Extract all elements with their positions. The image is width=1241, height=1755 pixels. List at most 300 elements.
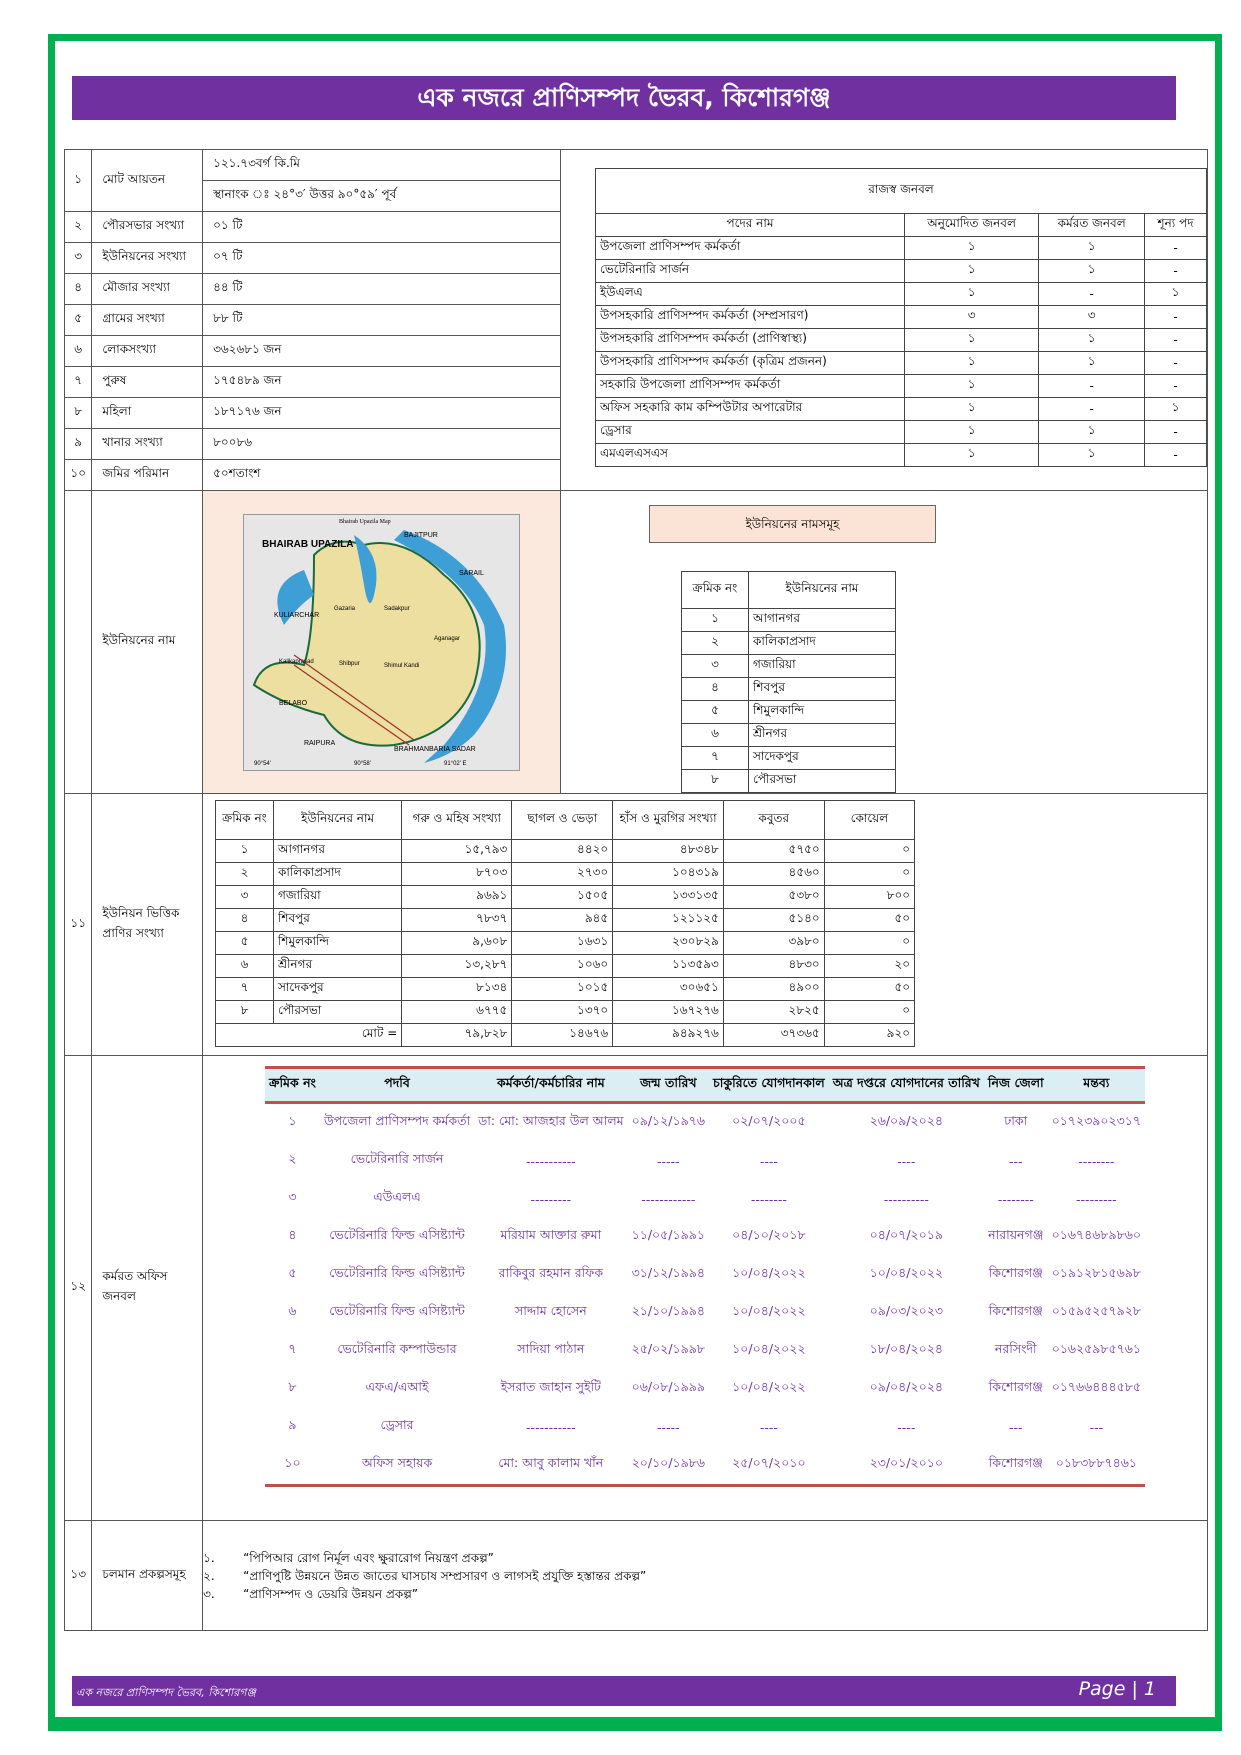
map-place: Sadakpur: [384, 605, 410, 612]
manpower-post: অফিস সহকারি কাম কম্পিউটার অপারেটার: [596, 398, 905, 421]
map-place: Shibpur: [339, 660, 360, 667]
row-sn: ১০: [65, 460, 92, 491]
footer: [72, 1676, 1176, 1706]
animal-count: ৩০৬৫১: [613, 978, 724, 1001]
staff-office-join-date: ১৮/০৪/২০২৪: [869, 1341, 943, 1356]
total-value: ৩৭৩৬৫: [723, 1024, 824, 1047]
row-value: স্থানাংক ঃ ২৪°৩′ উত্তর ৯০°৫৯′ পূর্ব: [203, 181, 561, 212]
manpower-post: ড্রেসার: [596, 421, 905, 444]
staff-header: চাকুরিতে যোগদানকাল: [709, 1068, 829, 1103]
animal-count: ৬৭৭৫: [402, 1001, 512, 1024]
staff-phone: ০১৬২৫৯৮৫৭৬১: [1051, 1341, 1141, 1356]
animals-row: [216, 932, 915, 955]
union-sn: ২: [682, 632, 749, 655]
union-list-row: [682, 747, 896, 770]
staff-dob: ------------: [641, 1191, 696, 1207]
manpower-row: [596, 421, 1207, 444]
animal-count: ১০১৫: [512, 978, 613, 1001]
footer-text: এক নজরে প্রাণিসম্পদ ভৈরব, কিশোরগঞ্জ: [76, 1686, 256, 1699]
map-place: RAIPURA: [304, 739, 336, 747]
animal-count: ১০৬০: [512, 955, 613, 978]
row-label: পুরুষ: [92, 367, 203, 398]
animals-header: কবুতর: [723, 801, 824, 840]
animals-header: ইউনিয়নের নাম: [273, 801, 401, 840]
page-title: এক নজরে প্রাণিসম্পদ ভৈরব, কিশোরগঞ্জ: [72, 76, 1176, 120]
total-label: মোট =: [216, 1024, 402, 1047]
manpower-table: [595, 168, 1207, 467]
manpower-count: ১: [1039, 421, 1145, 444]
row-value: ০৭ টি: [203, 243, 561, 274]
staff-district: ---: [1008, 1153, 1023, 1169]
union-list-row: [682, 724, 896, 747]
staff-designation: ভেটেরিনারি ফিল্ড এসিষ্ট্যান্ট: [329, 1265, 465, 1280]
project-text: “পিপিআর রোগ নির্মূল এবং ক্ষুরারোগ নিয়ন্ত্রণ প্রকল্প”: [243, 1550, 494, 1565]
animal-count: ৫৭৫০: [723, 840, 824, 863]
animals-header: হাঁস ও মুরগির সংখ্যা: [613, 801, 724, 840]
union-name: পৌরসভা: [749, 770, 896, 793]
staff-designation: ভেটেরিনারি সার্জন: [350, 1151, 444, 1166]
animal-count: ৫০: [824, 978, 914, 1001]
staff-name: সাদিয়া পাঠান: [517, 1341, 585, 1356]
manpower-count: ১: [1039, 329, 1145, 352]
union-list-row: [682, 609, 896, 632]
staff-row: [265, 1332, 1145, 1370]
map-cell: [203, 491, 561, 794]
animals-label: ইউনিয়ন ভিত্তিক প্রাণির সংখ্যা: [92, 794, 203, 1056]
union-sn: ৬: [682, 724, 749, 747]
row-label: গ্রামের সংখ্যা: [92, 305, 203, 336]
union-name: শ্রীনগর: [749, 724, 896, 747]
animal-count: ৮৭০৩: [402, 863, 512, 886]
staff-header-row: [265, 1068, 1145, 1103]
staff-district: কিশোরগঞ্জ: [988, 1265, 1043, 1280]
manpower-count: ৩: [1039, 306, 1145, 329]
union-name: সাদেকপুর: [273, 978, 401, 1001]
staff-designation: ভেটেরিনারি কম্পাউন্ডার: [337, 1341, 457, 1356]
staff-join-date: --------: [750, 1191, 787, 1207]
page-number: Page | 1: [1078, 1678, 1156, 1700]
union-sn: ৩: [682, 655, 749, 678]
staff-name: সাদ্দাম হোসেন: [515, 1303, 587, 1318]
row-sn: ১১: [65, 794, 92, 1056]
manpower-post: সহকারি উপজেলা প্রাণিসম্পদ কর্মকর্তা: [596, 375, 905, 398]
animal-count: ০: [824, 1001, 914, 1024]
staff-dob: ০৬/০৮/১৯৯৯: [631, 1379, 705, 1394]
animal-count: ৭৮৩৭: [402, 909, 512, 932]
project-item: [203, 1549, 1207, 1567]
row-sn: ২: [65, 212, 92, 243]
staff-phone: ---: [1089, 1419, 1104, 1435]
row-sn: ১: [65, 150, 92, 212]
map-place: Aganagar: [434, 635, 461, 642]
manpower-post: উপজেলা প্রাণিসম্পদ কর্মকর্তা: [596, 237, 905, 260]
manpower-cell: [561, 150, 1208, 491]
manpower-header: কর্মরত জনবল: [1039, 214, 1145, 237]
animal-count: ২০: [824, 955, 914, 978]
row-sn: ৬: [65, 336, 92, 367]
row-value: ১৮৭১৭৬ জন: [203, 398, 561, 429]
staff-dob: -----: [657, 1419, 680, 1435]
staff-dob: ০৯/১২/১৯৭৬: [631, 1113, 705, 1128]
staff-row: [265, 1294, 1145, 1332]
manpower-count: ১: [905, 375, 1039, 398]
staff-district: ঢাকা: [1004, 1113, 1028, 1128]
row-sn: ৭: [65, 367, 92, 398]
staff-row: [265, 1103, 1145, 1143]
staff-sn: ৫: [288, 1265, 297, 1280]
animals-total-row: [216, 1024, 915, 1047]
total-value: ১৪৬৭৬: [512, 1024, 613, 1047]
staff-phone: ০১৯১২৮১৫৬৯৮: [1051, 1265, 1141, 1280]
manpower-count: -: [1039, 398, 1145, 421]
map-place: SARAIL: [459, 569, 484, 577]
staff-designation: ড্রেসার: [380, 1417, 414, 1432]
manpower-count: ১: [1145, 283, 1207, 306]
animal-count: ৯৪৫: [512, 909, 613, 932]
manpower-count: ১: [905, 352, 1039, 375]
animal-count: ০: [824, 863, 914, 886]
staff-office-join-date: ----: [897, 1153, 916, 1169]
manpower-count: ১: [1039, 237, 1145, 260]
union-list-row: [682, 770, 896, 793]
staff-office-join-date: ১০/০৪/২০২২: [869, 1265, 944, 1280]
animal-count: ৪৫৬০: [723, 863, 824, 886]
staff-district: কিশোরগঞ্জ: [988, 1379, 1043, 1394]
animal-count: ৪: [216, 909, 274, 932]
staff-label: কর্মরত অফিস জনবল: [92, 1056, 203, 1521]
animals-header: কোয়েল: [824, 801, 914, 840]
animals-row: [216, 978, 915, 1001]
staff-name: রাকিবুর রহমান রফিক: [498, 1265, 604, 1280]
staff-sn: ২: [288, 1151, 297, 1166]
projects-cell: [203, 1521, 1208, 1631]
staff-header: অত্র দপ্তরে যোগদানের তারিখ: [829, 1068, 984, 1103]
total-value: ৭৯,৮২৮: [402, 1024, 512, 1047]
staff-name: ডা: মো: আজহার উল আলম: [478, 1113, 624, 1128]
animal-count: ৪৮৩৪৮: [613, 840, 724, 863]
animals-row: [216, 909, 915, 932]
staff-phone: --------: [1078, 1153, 1115, 1169]
union-sn: ৭: [682, 747, 749, 770]
project-item: [203, 1567, 1207, 1585]
animal-count: ০: [824, 840, 914, 863]
staff-phone: ০১৮৩৮৮৭৪৬১: [1048, 1446, 1145, 1486]
map-coord: 90°58': [354, 760, 371, 767]
union-sn: ৮: [682, 770, 749, 793]
total-value: ৯৪৯২৭৬: [613, 1024, 724, 1047]
staff-dob: ২০/১০/১৯৮৬: [628, 1446, 709, 1486]
staff-designation: এউএলএ: [373, 1189, 421, 1204]
staff-designation: উপজেলা প্রাণিসম্পদ কর্মকর্তা: [323, 1113, 471, 1128]
animal-count: ৯,৬০৮: [402, 932, 512, 955]
staff-name: -----------: [526, 1419, 576, 1435]
staff-join-date: ----: [759, 1153, 778, 1169]
row-label: জমির পরিমান: [92, 460, 203, 491]
staff-district: ---: [1008, 1419, 1023, 1435]
union-name: শিবপুর: [273, 909, 401, 932]
union-name: কালিকাপ্রসাদ: [273, 863, 401, 886]
row-value: ৪৪ টি: [203, 274, 561, 305]
manpower-row: [596, 375, 1207, 398]
staff-cell: [203, 1056, 1208, 1521]
union-list-table: [681, 571, 896, 793]
row-sn: ৯: [65, 429, 92, 460]
row-label: পৌরসভার সংখ্যা: [92, 212, 203, 243]
animal-count: ৫৩৮০: [723, 886, 824, 909]
manpower-count: ১: [905, 283, 1039, 306]
map-place: BELABO: [279, 699, 308, 707]
union-list-title: ইউনিয়নের নামসমূহ: [649, 505, 936, 543]
map-title: BHAIRAB UPAZILA: [262, 538, 354, 550]
row-label: ইউনিয়নের সংখ্যা: [92, 243, 203, 274]
staff-sn: ৪: [288, 1227, 297, 1242]
union-sn: ৫: [682, 701, 749, 724]
staff-join-date: ০২/০৭/২০০৫: [732, 1113, 806, 1128]
animals-header-row: [216, 801, 915, 840]
union-name: শিমুলকান্দি: [749, 701, 896, 724]
staff-row: [265, 1370, 1145, 1408]
staff-name: ---------: [530, 1191, 572, 1207]
upazila-map: [243, 514, 520, 771]
row-value: ৫০শতাংশ: [203, 460, 561, 491]
staff-row: [265, 1256, 1145, 1294]
manpower-row: [596, 306, 1207, 329]
union-name: আগানগর: [273, 840, 401, 863]
animal-count: ৬: [216, 955, 274, 978]
animal-count: ৮: [216, 1001, 274, 1024]
staff-district: নারায়নগঞ্জ: [988, 1227, 1044, 1242]
manpower-post: ইউএলএ: [596, 283, 905, 306]
staff-district: কিশোরগঞ্জ: [984, 1446, 1048, 1486]
union-sn: ৪: [682, 678, 749, 701]
staff-phone: ০১৫৯৫২৫৭৯২৮: [1051, 1303, 1141, 1318]
staff-header: ক্রমিক নং: [265, 1068, 320, 1103]
map-place: Shimul Kandi: [384, 662, 420, 669]
animal-count: ৯৬৯১: [402, 886, 512, 909]
map-place: BRAHMANBARIA SADAR: [394, 745, 476, 753]
row-value: ০১ টি: [203, 212, 561, 243]
manpower-row: [596, 398, 1207, 421]
staff-designation: এফএ/এআই: [365, 1379, 429, 1394]
union-name: পৌরসভা: [273, 1001, 401, 1024]
animal-count: ১২১১২৫: [613, 909, 724, 932]
project-number: ৩.: [203, 1586, 215, 1601]
row-sn: ৫: [65, 305, 92, 336]
union-name: গজারিয়া: [273, 886, 401, 909]
animals-table: [215, 800, 915, 1047]
map-image: [244, 515, 519, 770]
row-value: ৮০০৮৬: [203, 429, 561, 460]
staff-name: মরিয়াম আক্তার রুমা: [500, 1227, 602, 1242]
union-list-header: ক্রমিক নং: [682, 572, 749, 609]
manpower-post: উপসহকারি প্রাণিসম্পদ কর্মকর্তা (কৃত্রিম প্রজনন): [596, 352, 905, 375]
manpower-count: -: [1145, 237, 1207, 260]
animal-count: ৩৯৮০: [723, 932, 824, 955]
union-sn: ১: [682, 609, 749, 632]
animal-count: ২৭৩০: [512, 863, 613, 886]
manpower-count: ১: [905, 237, 1039, 260]
staff-office-join-date: ০৯/০৩/২০২৩: [869, 1303, 944, 1318]
staff-sn: ৯: [288, 1417, 297, 1432]
row-label: মোট আয়তন: [92, 150, 203, 212]
staff-dob: ২১/১০/১৯৯৪: [631, 1303, 705, 1318]
animal-count: ৫: [216, 932, 274, 955]
staff-office-join-date: ০৯/০৪/২০২৪: [869, 1379, 944, 1394]
manpower-count: ১: [905, 260, 1039, 283]
animals-cell: [203, 794, 1208, 1056]
staff-sn: ৬: [288, 1303, 297, 1318]
union-list-header: ইউনিয়নের নাম: [749, 572, 896, 609]
row-value: ৩৬২৬৮১ জন: [203, 336, 561, 367]
project-number: ১.: [203, 1550, 215, 1565]
staff-dob: ১১/০৫/১৯৯১: [631, 1227, 705, 1242]
manpower-post: উপসহকারি প্রাণিসম্পদ কর্মকর্তা (প্রাণিস্বাস্থ্য): [596, 329, 905, 352]
row-value: ১৭৫৪৮৯ জন: [203, 367, 561, 398]
animal-count: ৪৯০০: [723, 978, 824, 1001]
animal-count: ১৫০৫: [512, 886, 613, 909]
union-list-row: [682, 655, 896, 678]
animal-count: ৭: [216, 978, 274, 1001]
map-place: Kalikaprasad: [279, 658, 314, 665]
staff-row: [265, 1180, 1145, 1218]
manpower-count: -: [1145, 375, 1207, 398]
animal-count: ৮১৩৪: [402, 978, 512, 1001]
map-coord: 90°54': [254, 760, 271, 767]
animals-row: [216, 955, 915, 978]
staff-row: [265, 1142, 1145, 1180]
animals-header: ক্রমিক নং: [216, 801, 274, 840]
union-list-row: [682, 632, 896, 655]
project-text: “প্রাণিপুষ্টি উন্নয়নে উন্নত জাতের ঘাসচাষ সম্প্রসারণ ও লাগসই প্রযুক্তি হস্তান্তর প্রকল্প”: [243, 1568, 647, 1583]
manpower-post: উপসহকারি প্রাণিসম্পদ কর্মকর্তা (সম্প্রসারণ): [596, 306, 905, 329]
staff-office-join-date: ----------: [883, 1191, 929, 1207]
project-item: [203, 1585, 1207, 1603]
manpower-title: রাজস্ব জনবল: [596, 169, 1207, 214]
manpower-row: [596, 237, 1207, 260]
animal-count: ৩: [216, 886, 274, 909]
staff-office-join-date: ২৬/০৯/২০২৪: [869, 1113, 944, 1128]
staff-sn: ৩: [288, 1189, 297, 1204]
union-name: শ্রীনগর: [273, 955, 401, 978]
manpower-count: ৩: [905, 306, 1039, 329]
manpower-row: [596, 260, 1207, 283]
staff-join-date: ১০/০৪/২০২২: [732, 1303, 806, 1318]
row-sn: ৩: [65, 243, 92, 274]
staff-sn: ৮: [288, 1379, 297, 1394]
staff-table: [265, 1066, 1145, 1487]
union-name: শিমুলকান্দি: [273, 932, 401, 955]
animal-count: ২: [216, 863, 274, 886]
staff-row: [265, 1446, 1145, 1486]
staff-dob: ২৫/০২/১৯৯৮: [631, 1341, 705, 1356]
staff-sn: ১: [288, 1113, 297, 1128]
staff-sn: ১০: [265, 1446, 320, 1486]
animals-header: ছাগল ও ভেড়া: [512, 801, 613, 840]
project-number: ২.: [203, 1568, 215, 1583]
staff-office-join-date: ----: [897, 1419, 916, 1435]
animal-count: ৪৮৩০: [723, 955, 824, 978]
animal-count: ৫১৪০: [723, 909, 824, 932]
row-value: ১২১.৭৩বর্গ কি.মি: [203, 150, 561, 181]
union-list-cell: [561, 491, 1208, 794]
union-list-row: [682, 701, 896, 724]
animal-count: ১০৪৩১৯: [613, 863, 724, 886]
row-sn: ৪: [65, 274, 92, 305]
animal-count: ১৩,২৮৭: [402, 955, 512, 978]
manpower-count: ১: [1145, 398, 1207, 421]
animal-count: ১: [216, 840, 274, 863]
animals-row: [216, 840, 915, 863]
manpower-row: [596, 283, 1207, 306]
animal-count: ২৮২৫: [723, 1001, 824, 1024]
manpower-count: -: [1145, 352, 1207, 375]
animals-header: গরু ও মহিষ সংখ্যা: [402, 801, 512, 840]
manpower-row: [596, 444, 1207, 467]
staff-phone: ০১৬৭৪৬৮৯৮৬০: [1051, 1227, 1141, 1242]
manpower-count: -: [1145, 306, 1207, 329]
staff-join-date: ১০/০৪/২০২২: [732, 1341, 806, 1356]
staff-join-date: ১০/০৪/২০২২: [732, 1265, 806, 1280]
union-name: আগানগর: [749, 609, 896, 632]
row-label: লোকসংখ্যা: [92, 336, 203, 367]
staff-header: মন্তব্য: [1048, 1068, 1145, 1103]
staff-name: মো: আবু কালাম খাঁন: [474, 1446, 628, 1486]
project-text: “প্রাণিসম্পদ ও ডেয়রি উন্নয়ন প্রকল্প”: [243, 1586, 419, 1601]
manpower-count: -: [1145, 421, 1207, 444]
staff-phone: ---------: [1076, 1191, 1117, 1207]
animal-count: ৪৪২০: [512, 840, 613, 863]
staff-district: কিশোরগঞ্জ: [988, 1303, 1043, 1318]
manpower-count: ১: [905, 329, 1039, 352]
manpower-count: ১: [1039, 444, 1145, 467]
map-coord: 91°02' E: [444, 760, 467, 767]
row-label: মৌজার সংখ্যা: [92, 274, 203, 305]
manpower-row: [596, 329, 1207, 352]
manpower-count: ১: [1039, 260, 1145, 283]
union-name: কালিকাপ্রসাদ: [749, 632, 896, 655]
staff-office-join-date: ০৪/০৭/২০১৯: [869, 1227, 944, 1242]
manpower-header: অনুমোদিত জনবল: [905, 214, 1039, 237]
staff-dob: ৩১/১২/১৯৯৪: [631, 1265, 705, 1280]
staff-header: নিজ জেলা: [984, 1068, 1048, 1103]
unions-label: ইউনিয়নের নাম: [92, 491, 203, 794]
staff-header: জন্ম তারিখ: [628, 1068, 709, 1103]
manpower-count: -: [1145, 444, 1207, 467]
row-label: খানার সংখ্যা: [92, 429, 203, 460]
animal-count: ৮০০: [824, 886, 914, 909]
animal-count: ১৬৩১: [512, 932, 613, 955]
manpower-count: ১: [905, 444, 1039, 467]
row-sn: ১৩: [65, 1521, 92, 1631]
manpower-count: ১: [905, 398, 1039, 421]
animal-count: ৫০: [824, 909, 914, 932]
staff-join-date: ০৪/১০/২০১৮: [732, 1227, 806, 1242]
manpower-count: ১: [1039, 352, 1145, 375]
row-sn: ৮: [65, 398, 92, 429]
staff-phone: ০১৭২৩৯০২৩১৭: [1051, 1113, 1142, 1128]
animal-count: ১৬৭২৭৬: [613, 1001, 724, 1024]
row-value: ৮৮ টি: [203, 305, 561, 336]
staff-join-date: ----: [759, 1419, 778, 1435]
animals-row: [216, 1001, 915, 1024]
animal-count: ০: [824, 932, 914, 955]
staff-row: [265, 1218, 1145, 1256]
union-name: শিবপুর: [749, 678, 896, 701]
manpower-post: ভেটেরিনারি সার্জন: [596, 260, 905, 283]
manpower-post: এমএলএসএস: [596, 444, 905, 467]
union-name: গজারিয়া: [749, 655, 896, 678]
staff-row: [265, 1408, 1145, 1446]
